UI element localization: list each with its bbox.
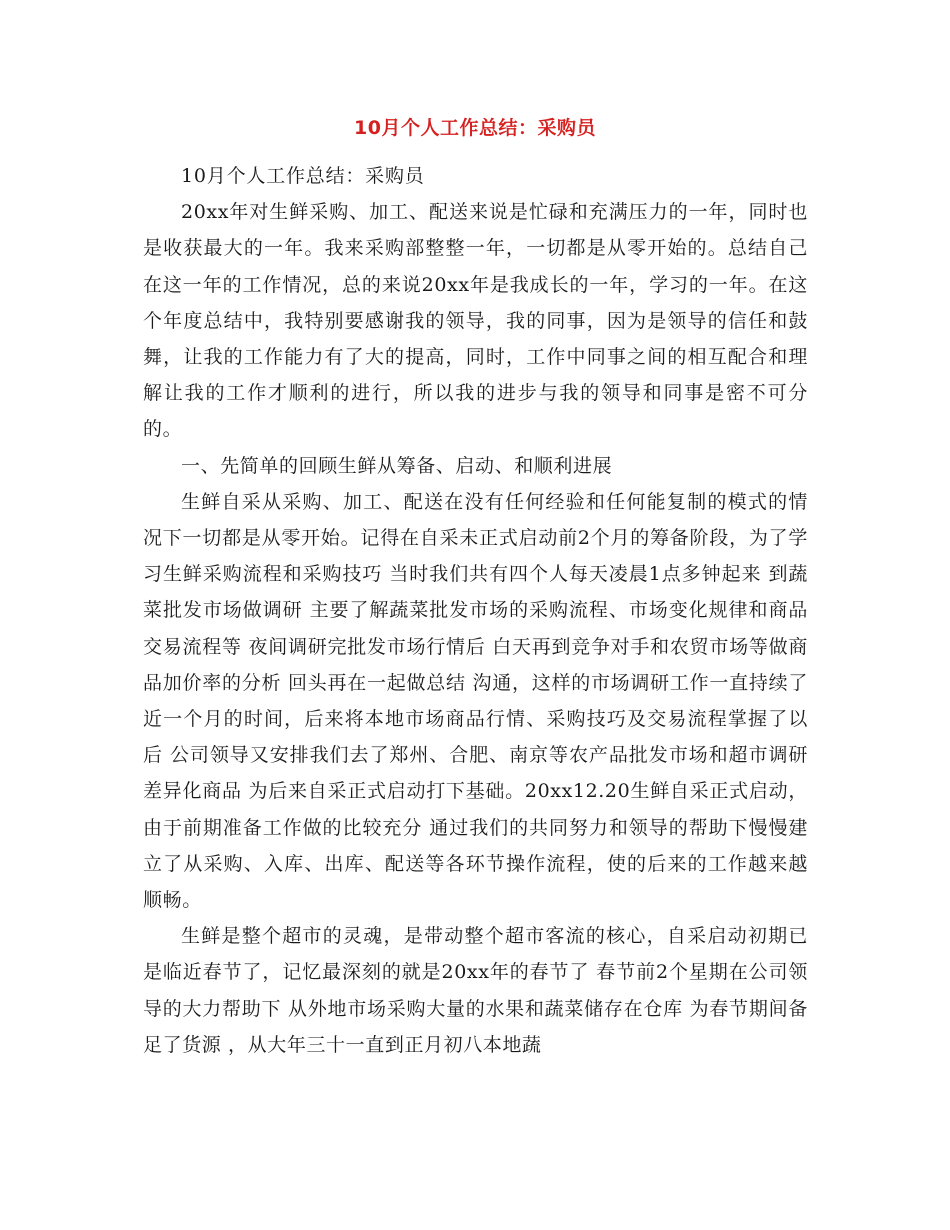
document-title: 10月个人工作总结：采购员	[354, 117, 596, 139]
paragraph-intro: 20xx年对生鲜采购、加工、配送来说是忙碌和充满压力的一年，同时也是收获最大的一年。我来采购部整整一年，一切都是从零开始的。总结自己在这一年的工作情况，总的来说20xx年是我成长的一年，学习的一年。在这个年度总结中，我特别要感谢我的领导，我的同事，因为是领导的信任和鼓舞，让我的工作能力有了大的提高，同时，工作中同事之间的相互配合和理解让我的工作才顺利的进行，所以我的进步与我的领导和同事是密不可分的。	[143, 201, 808, 441]
paragraph-spring-festival: 生鲜是整个超市的灵魂，是带动整个超市客流的核心，自采启动初期已是临近春节了，记忆最深刻的就是20xx年的春节了 春节前2个星期在公司领导的大力帮助下 从外地市场采购大量的水果和蔬菜储存在仓库 为春节期间备足了货源 ，从大年三十一直到正月初八本地蔬	[143, 925, 808, 1056]
paragraph-subtitle: 10月个人工作总结：采购员	[181, 165, 425, 187]
paragraph-preparation: 生鲜自采从采购、加工、配送在没有任何经验和任何能复制的模式的情况下一切都是从零开始。记得在自采未正式启动前2个月的筹备阶段，为了学习生鲜采购流程和采购技巧 当时我们共有四个人每天凌晨1点多钟起来 到蔬菜批发市场做调研 主要了解蔬菜批发市场的采购流程、市场变化规律和商品交易流程等 夜间调研完批发市场行情后 白天再到竞争对手和农贸市场等做商品加价率的分析 回头再在一起做总结 沟通，这样的市场调研工作一直持续了近一个月的时间，后来将本地市场商品行情、采购技巧及交易流程掌握了以后 公司领导又安排我们去了郑州、合肥、南京等农产品批发市场和超市调研差异化商品 为后来自采正式启动打下基础。20xx12.20生鲜自采正式启动，由于前期准备工作做的比较充分 通过我们的共同努力和领导的帮助下慢慢建立了从采购、入库、出库、配送等各环节操作流程，使的后来的工作越来越顺畅。	[143, 490, 808, 912]
section-heading: 一、先简单的回顾生鲜从筹备、启动、和顺利进展	[181, 454, 613, 477]
document-body	[143, 158, 808, 1063]
